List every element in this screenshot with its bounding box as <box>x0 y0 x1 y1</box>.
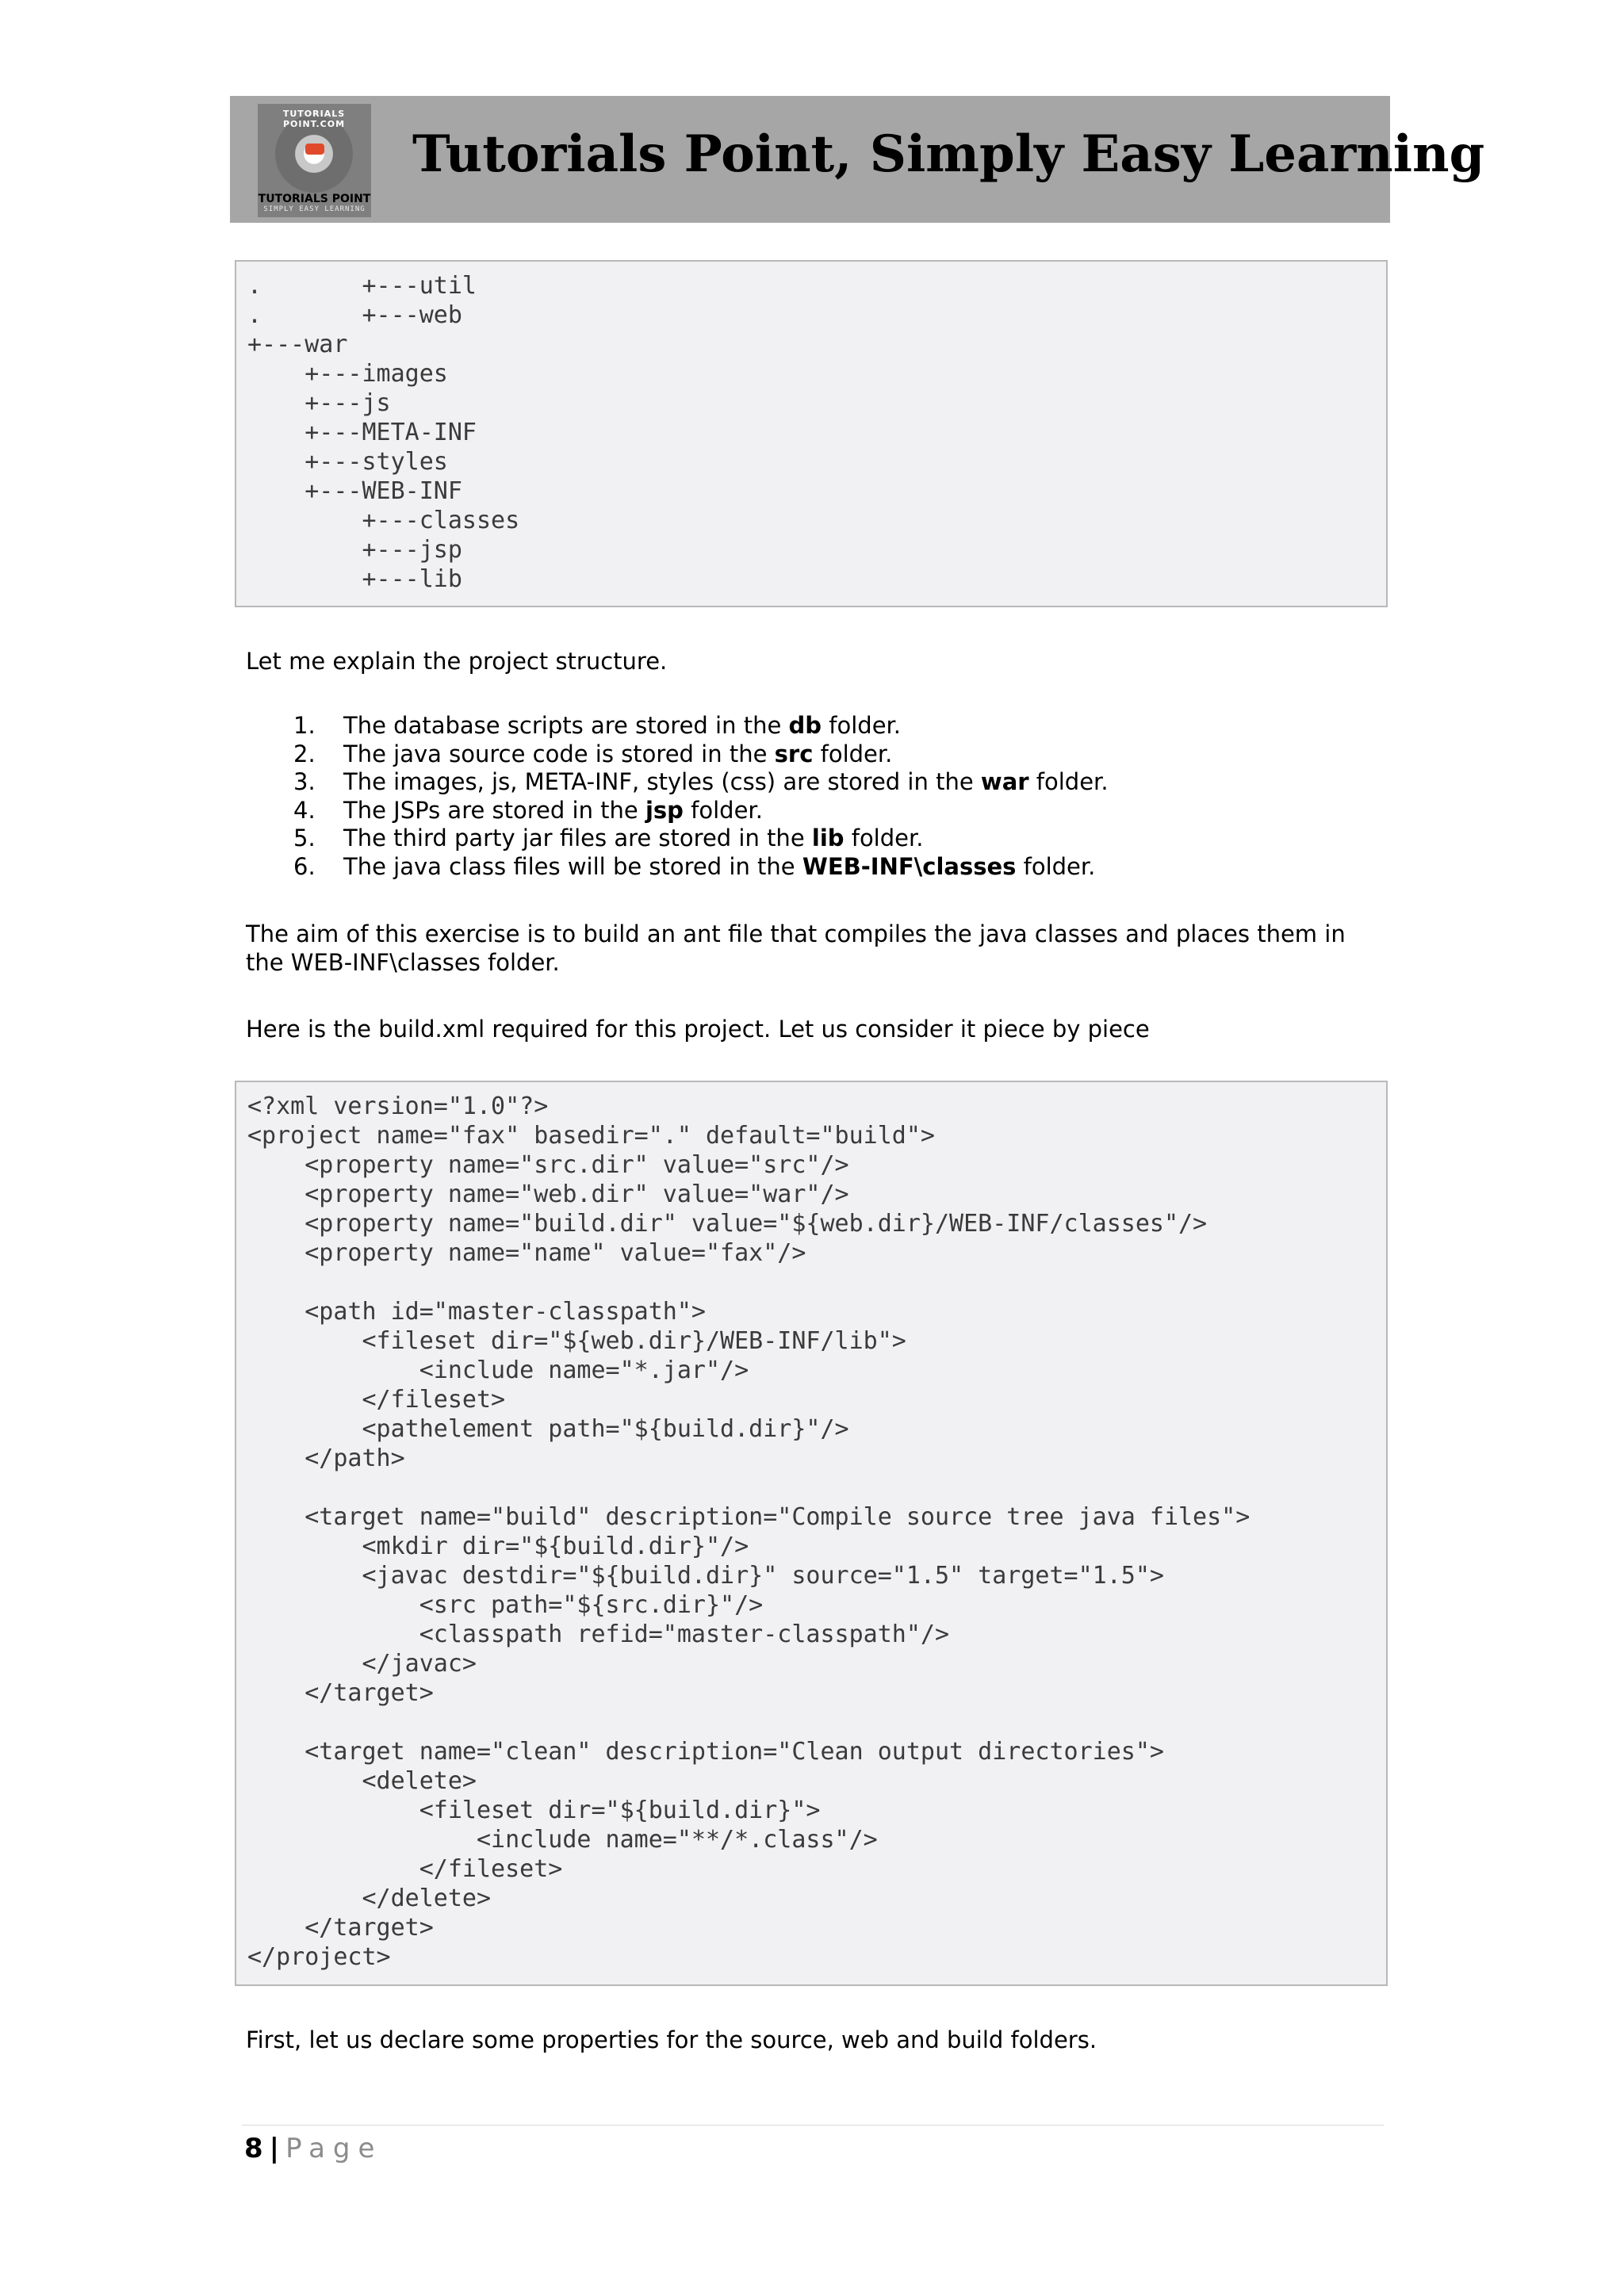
list-item-text: folder. <box>822 712 902 739</box>
header-title: Tutorials Point, Simply Easy Learning <box>412 124 1485 184</box>
list-item <box>293 768 1109 797</box>
list-item <box>293 825 1109 853</box>
footer-separator: | <box>269 2133 280 2164</box>
aim-paragraph: The aim of this exercise is to build an ant file that compiles the java classes and places them in the WEB-INF\classes folder. <box>246 920 1346 976</box>
directory-tree-code-block <box>235 260 1388 607</box>
list-item-bold: src <box>774 740 814 767</box>
build-xml-code: <?xml version="1.0"?> <project name="fax" basedir="." default="build"> <property name="src.dir" value="src"/> <property name="web.dir" value="war"/> <property name="build.dir" value="${web.dir}/WEB-INF/classes"/> <property name="name" value="fax"/> <path id="master-classpath"> <fileset dir="${web.dir}/WEB-INF/lib"> <include name="*.jar"/> </fileset> <pathelement path="${build.dir}"/> </path> <target name="build" description="Compile source tree java files"> <mkdir dir="${build.dir}"/> <javac destdir="${build.dir}" source="1.5" target="1.5"> <src path="${src.dir}"/> <classpath refid="master-classpath"/> </javac> </target> <target name="clean" description="Clean output directories"> <delete> <fileset dir="${build.dir}"> <include name="**/*.class"/> </fileset> </delete> </target> </project> <box>247 1093 1251 1971</box>
logo-arc-text: TUTORIALS POINT.COM <box>282 109 346 129</box>
list-item-text: folder. <box>1028 768 1109 795</box>
build-xml-code-block <box>235 1081 1388 1986</box>
project-structure-list <box>293 712 1109 881</box>
list-item-text: folder. <box>844 825 924 851</box>
list-item <box>293 797 1109 825</box>
logo-tagline: SIMPLY EASY LEARNING <box>263 205 366 213</box>
list-item-text: The JSPs are stored in the <box>343 796 645 824</box>
list-item-bold: db <box>788 712 822 739</box>
list-item-text: folder. <box>813 740 893 767</box>
properties-paragraph: First, let us declare some properties for the source, web and build folders. <box>246 2026 1097 2053</box>
list-item-number: 3. <box>293 768 316 795</box>
list-item-text: folder. <box>1016 852 1096 880</box>
page-number: 8 <box>244 2133 263 2164</box>
intro-paragraph: Let me explain the project structure. <box>246 648 668 675</box>
directory-tree-code: . +---util . +---web +---war +---images +---js +---META-INF +---styles +---WEB-INF +---classes +---jsp +---lib <box>247 272 520 593</box>
list-item-text: The java class files will be stored in the <box>343 852 802 880</box>
footer-divider <box>242 2125 1384 2126</box>
list-item-bold: lib <box>811 825 845 851</box>
list-item-number: 5. <box>293 825 316 851</box>
logo-brand-text: TUTORIALS POINT <box>258 193 371 205</box>
logo-mouse-icon <box>305 144 324 155</box>
list-item <box>293 740 1109 769</box>
list-item <box>293 712 1109 740</box>
list-item-number: 2. <box>293 740 316 767</box>
list-item-bold: WEB-INF\classes <box>802 852 1017 880</box>
list-item-bold: war <box>980 768 1029 795</box>
page-label: Page <box>285 2133 383 2164</box>
list-item-text: The database scripts are stored in the <box>343 712 789 739</box>
page-footer <box>244 2131 382 2166</box>
list-item <box>293 853 1109 882</box>
page-header <box>230 96 1485 223</box>
tutorials-point-logo <box>258 104 371 217</box>
list-item-number: 6. <box>293 852 316 880</box>
list-item-number: 1. <box>293 712 316 739</box>
build-xml-intro: Here is the build.xml required for this project. Let us consider it piece by piece <box>246 1016 1150 1043</box>
list-item-text: folder. <box>683 796 763 824</box>
list-item-number: 4. <box>293 796 316 824</box>
list-item-bold: jsp <box>645 796 684 824</box>
list-item-text: The third party jar files are stored in the <box>343 825 812 851</box>
list-item-text: The images, js, META-INF, styles (css) are stored in the <box>343 768 981 795</box>
list-item-text: The java source code is stored in the <box>343 740 775 767</box>
